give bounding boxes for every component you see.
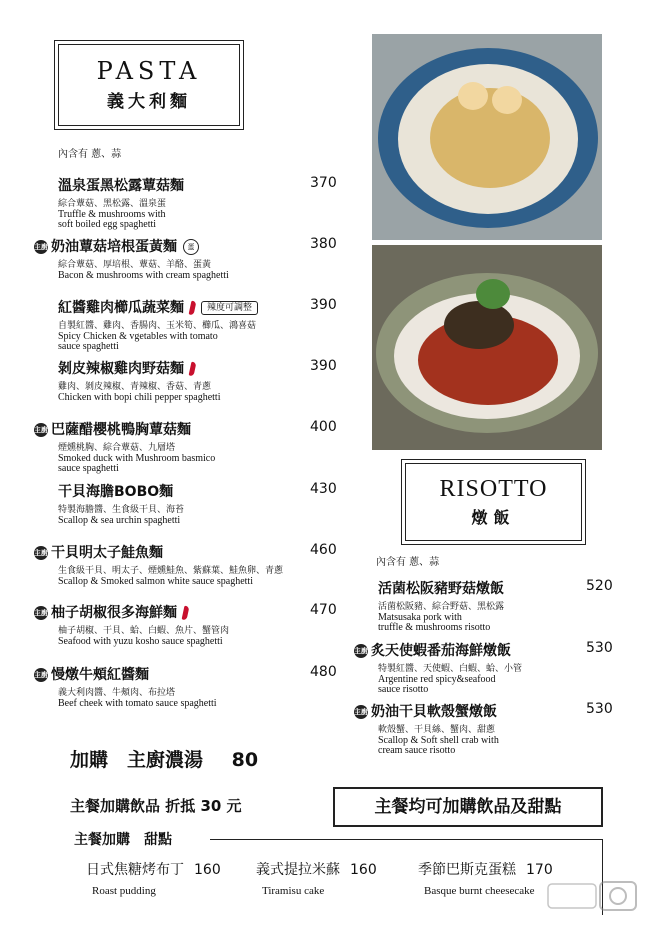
pasta-item-ingredients: 雞肉、剝皮辣椒、青辣椒、香菇、青蔥 — [58, 382, 212, 392]
camera-watermark-icon — [540, 870, 640, 920]
addon-notice-box — [333, 787, 603, 827]
egg-circle-icon: 蛋 — [183, 239, 199, 255]
risotto-title-zh: 燉飯 — [471, 508, 516, 527]
dessert-item-english: Roast pudding — [92, 885, 156, 897]
risotto-item — [354, 640, 614, 695]
pasta-item-name-row — [58, 297, 344, 317]
risotto-item-english-2: sauce risotto — [378, 684, 429, 695]
risotto-item-name: 炙天使蝦番茄海鮮燉飯 — [371, 643, 511, 659]
pasta-item-price: 470 — [310, 602, 337, 618]
risotto-item-english-2: truffle & mushrooms risotto — [378, 622, 491, 633]
chili-icon — [189, 301, 197, 316]
pasta-item-ingredients: 自製紅醬、雞肉、香腸肉、玉米筍、櫛瓜、鴻喜菇 — [58, 321, 257, 331]
pasta-item — [34, 481, 344, 526]
pasta-item-english: Spicy Chicken & vgetables with tomato — [58, 331, 218, 342]
spicy-adjustable-tag: 辣度可調整 — [201, 301, 258, 315]
dessert-item-name: 義式提拉米蘇 — [256, 862, 340, 878]
risotto-item-name: 活菌松阪豬野菇燉飯 — [378, 581, 504, 597]
pasta-item-name-row — [58, 481, 344, 501]
risotto-item-english: Matsusaka pork with — [378, 612, 462, 623]
risotto-allergen-note: 內含有 蔥、蒜 — [376, 557, 440, 568]
pasta-item-ingredients: 生食級干貝、明太子、煙燻鮭魚、紫蘇葉、鮭魚卵、青蔥 — [58, 566, 284, 576]
pasta-item-english-2: soft boiled egg spaghetti — [58, 219, 157, 230]
pasta-item-english: Bacon & mushrooms with cream spaghetti — [58, 270, 229, 281]
chef-badge-icon: 主廚 — [34, 423, 48, 437]
dessert-item-name: 季節巴斯克蛋糕 — [418, 862, 516, 878]
pasta-item-name-row — [34, 602, 344, 622]
pasta-item-name: 紅醬雞肉櫛瓜蔬菜麵 — [58, 300, 184, 316]
dessert-item-price: 160 — [194, 862, 221, 878]
pasta-title-zh: 義大利麵 — [107, 92, 191, 112]
pasta-item — [34, 419, 344, 474]
pasta-photo-bottom — [372, 245, 602, 450]
pasta-item-name: 溫泉蛋黑松露蕈菇麵 — [58, 178, 184, 194]
pasta-photo-top — [372, 34, 602, 240]
pasta-item-english-2: sauce spaghetti — [58, 341, 119, 352]
pasta-item-price: 390 — [310, 297, 337, 313]
pasta-item-name-row — [34, 236, 344, 256]
dessert-header-rule — [210, 839, 603, 840]
soup-addon — [70, 745, 258, 772]
dessert-item — [256, 859, 426, 897]
risotto-item-price: 530 — [586, 701, 613, 717]
pasta-item-ingredients: 柚子胡椒、干貝、蛤、白蝦、魚片、蟹管肉 — [58, 626, 230, 636]
pasta-item-price: 370 — [310, 175, 337, 191]
risotto-item-price: 530 — [586, 640, 613, 656]
pasta-item — [34, 358, 344, 403]
pasta-item-price: 390 — [310, 358, 337, 374]
pasta-item-ingredients: 綜合蕈菇、黑松露、溫泉蛋 — [58, 199, 167, 209]
pasta-item — [34, 602, 344, 647]
dessert-item-name: 日式焦糖烤布丁 — [86, 862, 184, 878]
chef-badge-icon: 主廚 — [34, 606, 48, 620]
soup-label: 加購 主廚濃湯 — [70, 749, 204, 771]
pasta-item-name-row — [34, 542, 344, 562]
pasta-item-ingredients: 綜合蕈菇、厚培根、蕈菇、羊酪、蛋黃 — [58, 260, 212, 270]
risotto-item-ingredients: 活菌松阪豬、綜合野菇、黑松露 — [378, 602, 505, 612]
dessert-item-price: 170 — [526, 862, 553, 878]
dessert-item — [86, 859, 256, 897]
pasta-item-name: 慢燉牛頰紅醬麵 — [51, 667, 149, 683]
pasta-allergen-note: 內含有 蔥、蒜 — [58, 149, 122, 160]
chef-badge-icon: 主廚 — [34, 668, 48, 682]
pasta-item-ingredients: 義大利肉醬、牛頰肉、布拉塔 — [58, 688, 176, 698]
pasta-item-name-row — [58, 175, 344, 195]
pasta-item — [34, 236, 344, 281]
risotto-item-name-row — [378, 578, 614, 598]
pasta-item — [34, 297, 344, 352]
pasta-item-name-row — [34, 664, 344, 684]
dessert-item-price: 160 — [350, 862, 377, 878]
pasta-item-name: 干貝明太子鮭魚麵 — [51, 545, 163, 561]
pasta-item-name: 干貝海膽BOBO麵 — [58, 484, 174, 500]
addon-notice-text: 主餐均可加購飲品及甜點 — [374, 797, 562, 817]
risotto-item-ingredients: 特製紅醬、天使蝦、白蝦、蛤、小管 — [378, 664, 523, 674]
chef-badge-icon: 主廚 — [354, 705, 368, 719]
pasta-item-price: 460 — [310, 542, 337, 558]
pasta-item-price: 480 — [310, 664, 337, 680]
risotto-item-name-row — [354, 640, 614, 660]
pasta-item-name-row — [34, 419, 344, 439]
risotto-item — [354, 701, 614, 756]
pasta-item — [34, 542, 344, 587]
risotto-title-en: RISOTTO — [439, 476, 548, 502]
pasta-item-english: Scallop & sea urchin spaghetti — [58, 515, 181, 526]
pasta-item-name: 巴薩醋櫻桃鴨胸蕈菇麵 — [51, 422, 191, 438]
dessert-item-row — [256, 859, 426, 879]
soup-price: 80 — [231, 749, 259, 771]
dessert-item-english: Tiramisu cake — [262, 885, 325, 897]
risotto-item-english-2: cream sauce risotto — [378, 745, 456, 756]
pasta-item-name: 剝皮辣椒雞肉野菇麵 — [58, 361, 184, 377]
pasta-title-en: PASTA — [96, 57, 202, 85]
dessert-item-row — [86, 859, 256, 879]
risotto-item-price: 520 — [586, 578, 613, 594]
pasta-title-box — [58, 44, 240, 126]
pasta-item-ingredients: 特製海膽醬、生食級干貝、海苔 — [58, 505, 185, 515]
dessert-header: 主餐加購 甜點 — [74, 832, 172, 848]
chef-badge-icon: 主廚 — [34, 546, 48, 560]
pasta-item-english: Beef cheek with tomato sauce spaghetti — [58, 698, 217, 709]
pasta-item-name: 奶油蕈菇培根蛋黃麵 — [51, 239, 177, 255]
pasta-item-ingredients: 煙燻桃胸、綜合蕈菇、九層塔 — [58, 443, 176, 453]
risotto-item-name-row — [354, 701, 614, 721]
pasta-item-english: Truffle & mushrooms with — [58, 209, 166, 220]
risotto-item-english: Argentine red spicy&seafood — [378, 674, 496, 685]
dessert-item-english: Basque burnt cheesecake — [424, 885, 535, 897]
risotto-item-english: Scallop & Soft shell crab with — [378, 735, 499, 746]
pasta-item-price: 430 — [310, 481, 337, 497]
pasta-item-price: 380 — [310, 236, 337, 252]
risotto-title-box — [405, 463, 582, 541]
risotto-item-name: 奶油干貝軟殼蟹燉飯 — [371, 704, 497, 720]
pasta-item-price: 400 — [310, 419, 337, 435]
pasta-item-english: Scallop & Smoked salmon white sauce spaghetti — [58, 576, 253, 587]
pasta-item-english: Smoked duck with Mushroom basmico — [58, 453, 216, 464]
pasta-item — [34, 664, 344, 709]
chili-icon — [182, 606, 190, 621]
chef-badge-icon: 主廚 — [34, 240, 48, 254]
drink-addon: 主餐加購飲品 折抵 30 元 — [70, 797, 242, 815]
pasta-item-name-row — [58, 358, 344, 378]
pasta-item-english-2: sauce spaghetti — [58, 463, 119, 474]
pasta-item-english: Chicken with bopi chili pepper spaghetti — [58, 392, 221, 403]
risotto-item-ingredients: 軟殼蟹、干貝絲、蟹肉、甜蔥 — [378, 725, 496, 735]
pasta-item — [34, 175, 344, 230]
chef-badge-icon: 主廚 — [354, 644, 368, 658]
risotto-item — [354, 578, 614, 633]
pasta-item-english: Seafood with yuzu kosho sauce spaghetti — [58, 636, 223, 647]
pasta-item-name: 柚子胡椒很多海鮮麵 — [51, 605, 177, 621]
chili-icon — [189, 362, 197, 377]
